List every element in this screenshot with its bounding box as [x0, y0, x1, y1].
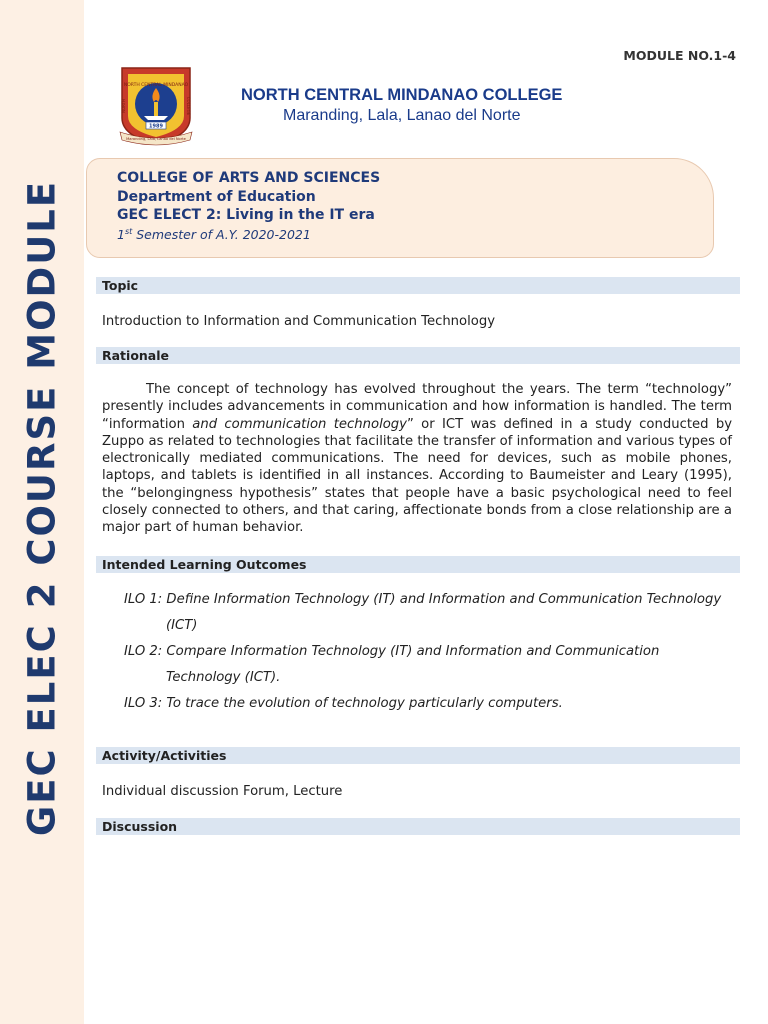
list-item: ILO 2: Compare Information Technology (IT) and Information and Communication Technology (ICT). — [124, 644, 660, 685]
section-header-topic: Topic — [96, 277, 740, 294]
section-header-discussion: Discussion — [96, 818, 740, 835]
side-course-title: GEC ELEC 2 COURSE MODULE — [20, 179, 64, 837]
svg-text:1989: 1989 — [149, 123, 163, 130]
banner-department: Department of Education — [117, 189, 316, 205]
svg-text:NORTH CENTRAL MINDANAO: NORTH CENTRAL MINDANAO — [123, 83, 189, 88]
topic-body: Introduction to Information and Communication Technology — [102, 314, 496, 329]
module-number: MODULE NO.1-4 — [623, 48, 736, 63]
section-header-ilo: Intended Learning Outcomes — [96, 556, 740, 573]
activities-body: Individual discussion Forum, Lecture — [102, 784, 343, 799]
college-logo-seal — [116, 62, 196, 146]
banner-semester: 1st Semester of A.Y. 2020-2021 — [117, 227, 311, 243]
section-header-activities: Activity/Activities — [96, 747, 740, 764]
svg-text:COLLEGE: COLLEGE — [186, 96, 191, 116]
list-item: ILO 1: Define Information Technology (IT) and Information and Communication Technology (ICT) — [124, 592, 722, 633]
college-address: Maranding, Lala, Lanao del Norte — [283, 107, 521, 124]
svg-text:NORTH: NORTH — [121, 98, 126, 114]
banner-college: COLLEGE OF ARTS AND SCIENCES — [117, 170, 381, 186]
rationale-body: The concept of technology has evolved throughout the years. The term “technology” presently includes advancements in communication and how information is handled. The term “information and communication technology” or ICT was defined in a study conducted by Zuppo as related to technologies that facilitate the transfer of information and various types of electronically mediated communications. The need for devices, such as mobile phones, laptops, and tablets is identified in all instances. According to Baumeister and Leary (1995), the “belongingness hypothesis” states that people have a basic psychological need to feel closely connected to others, and that caring, affectionate bonds from a close relationship are a major part of human behavior. — [102, 382, 732, 536]
ilo-list — [124, 587, 734, 717]
section-header-rationale: Rationale — [96, 347, 740, 364]
list-item: ILO 3: To trace the evolution of technology particularly computers. — [124, 696, 563, 711]
banner-course: GEC ELECT 2: Living in the IT era — [117, 207, 375, 223]
svg-text:Maranding, Lala, Lanao del Nor: Maranding, Lala, Lanao del Norte — [126, 137, 186, 141]
college-name: NORTH CENTRAL MINDANAO COLLEGE — [241, 86, 563, 104]
course-banner — [86, 158, 714, 258]
